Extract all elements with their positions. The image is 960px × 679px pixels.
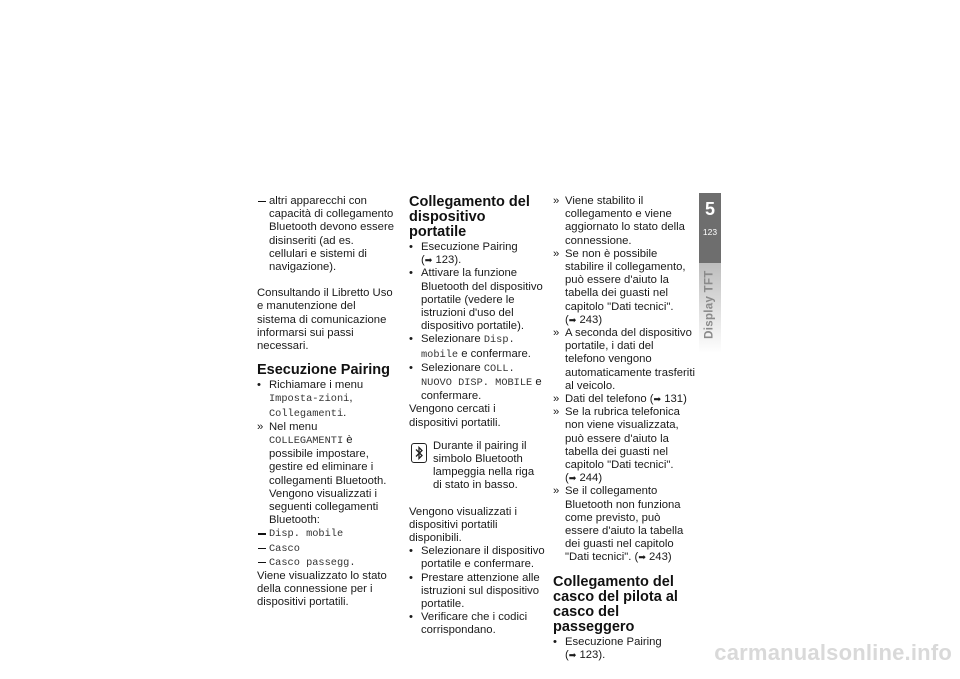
page-reference[interactable]: ➡ 123 xyxy=(424,254,455,267)
bullet-item: • Attivare la funzione Bluetooth del dispositivo portatile (vedere le istruzioni d'uso del dispositivo portatile). xyxy=(409,267,545,333)
column-3 xyxy=(553,195,695,662)
option-item: Disp. mobile xyxy=(257,527,394,541)
chapter-number: 5 xyxy=(704,199,715,219)
dash-item xyxy=(257,195,394,274)
result-item: » Se la rubrica telefonica non viene visualizzata, può essere d'aiuto la tabella dei guasti nel capitolo "Dati tecnici". (➡ 244) xyxy=(553,406,695,485)
watermark: carmanualsonline.info xyxy=(714,640,952,665)
menu-code: Collegamenti xyxy=(269,407,344,420)
page-reference[interactable]: ➡ 123 xyxy=(568,648,599,661)
bullet-item: • Verificare che i codici corrispondano. xyxy=(409,611,545,637)
arrow-right-icon: ➡ xyxy=(568,473,577,484)
result-item: » Se non è possibile stabilire il collegamento, può essere d'aiuto la tabella dei guasti nel capitolo "Dati tecnici". (➡ 243) xyxy=(553,248,695,327)
result-item: » Nel menu COLLEGAMENTI è possibile impostare, gestire ed eliminare i collegamenti Bluetooth. Vengono visualizzati i seguenti collegamenti Bluetooth: xyxy=(257,421,394,528)
result-item: » Dati del telefono (➡ 131) xyxy=(553,393,695,406)
menu-code: Imposta-zioni xyxy=(269,393,350,406)
section-heading: Collegamento del dispositivo portatile xyxy=(409,194,530,240)
column-2 xyxy=(409,195,545,638)
note-text: Durante il pairing il simbolo Bluetooth lampeggia nella riga di stato in basso. xyxy=(433,439,535,492)
arrow-right-icon: ➡ xyxy=(638,552,646,563)
result-item: » Se il collegamento Bluetooth non funziona come previsto, può essere d'aiuto la tabella dei guasti nel capitolo "Dati tecnici". (➡ 243) xyxy=(553,485,695,564)
bullet-item: • Richiamare i menu Imposta-zioni, Collegamenti. xyxy=(257,379,394,421)
chapter-title-vertical: Display TFT xyxy=(703,270,716,339)
paragraph: Vengono visualizzati i dispositivi portatili disponibili. xyxy=(409,505,518,545)
note-block xyxy=(409,440,545,493)
page-reference[interactable]: ➡ 243 xyxy=(568,313,599,326)
arrow-right-icon: ➡ xyxy=(568,649,577,660)
arrow-right-icon: ➡ xyxy=(568,314,577,325)
bullet-item: • Prestare attenzione alle istruzioni sul dispositivo portatile. xyxy=(409,572,545,612)
menu-code: COLL. NUOVO DISP. MOBILE xyxy=(421,362,533,390)
bullet-item: • Esecuzione Pairing (➡ 123). xyxy=(553,636,695,662)
page-reference[interactable]: ➡ 244 xyxy=(568,472,599,485)
arrow-right-icon: ➡ xyxy=(424,255,433,266)
bullet-item: • Selezionare Disp. mobile e confermare. xyxy=(409,333,545,361)
dash-item-text: altri apparecchi con capacità di collegamento Bluetooth devono essere disinseriti (ad es. cellulari e sistemi di navigazione). xyxy=(269,195,394,274)
result-item: » Viene stabilito il collegamento e viene aggiornato lo stato della connessione. xyxy=(553,195,695,248)
page-number: 123 xyxy=(702,227,718,237)
chapter-tab xyxy=(699,193,721,263)
menu-code: COLLEGAMENTI xyxy=(269,435,344,448)
page-reference[interactable]: ➡ 131 xyxy=(653,393,684,406)
menu-code: Disp. mobile xyxy=(421,334,515,361)
paragraph: Consultando il Libretto Uso e manutenzione del sistema di comunicazione informarsi sui passi necessari. xyxy=(257,287,393,353)
paragraph: Vengono cercati i dispositivi portatili. xyxy=(409,403,501,429)
bullet-item: • Selezionare COLL. NUOVO DISP. MOBILE e confermare. xyxy=(409,362,545,404)
bullet-item: • Selezionare il dispositivo portatile e confermare. xyxy=(409,545,545,571)
paragraph: Viene visualizzato lo stato della connessione per i dispositivi portatili. xyxy=(257,570,387,609)
column-1 xyxy=(257,195,394,610)
bullet-item: • Esecuzione Pairing (➡ 123). xyxy=(409,241,545,267)
section-heading: Collegamento del casco del pilota al casco del passeggero xyxy=(553,573,678,635)
arrow-right-icon: ➡ xyxy=(653,394,662,405)
page-reference[interactable]: ➡ 243 xyxy=(638,551,668,564)
option-item: Casco xyxy=(257,542,394,556)
bluetooth-icon xyxy=(411,443,427,463)
option-item: Casco passegg. xyxy=(257,556,394,570)
section-heading: Esecuzione Pairing xyxy=(257,362,390,379)
result-item: » A seconda del dispositivo portatile, i dati del telefono vengono automaticamente trasferiti al veicolo. xyxy=(553,327,695,393)
